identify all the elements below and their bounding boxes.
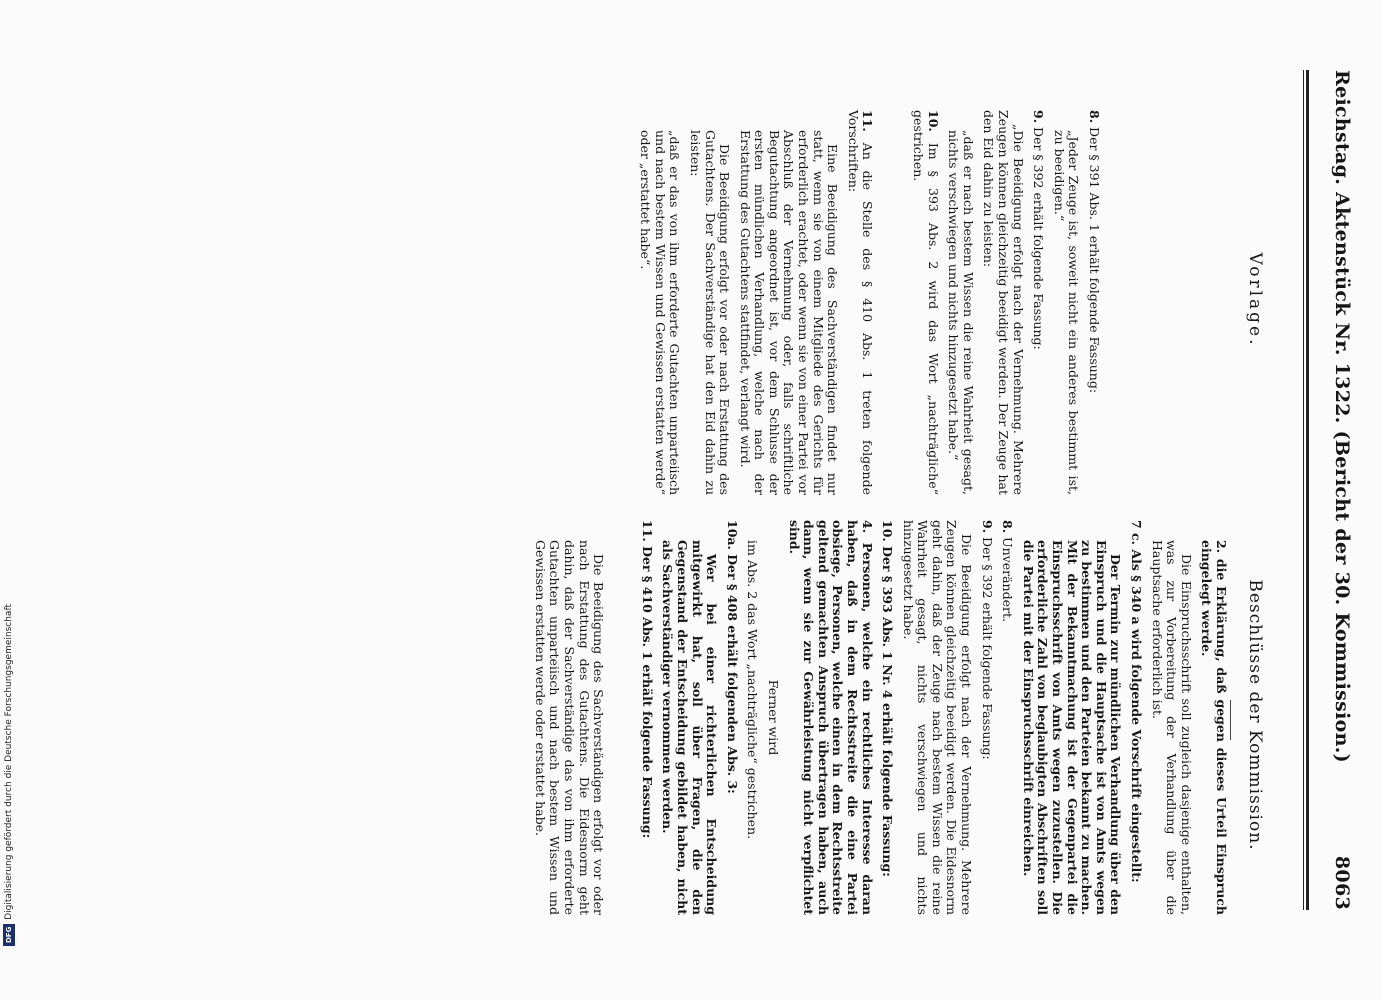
paragraph — [532, 520, 605, 915]
digitization-credit — [2, 604, 16, 996]
paragraph-number: 10a. — [724, 520, 740, 550]
paragraph-text: Der § 392 erhält folgende Fassung: — [979, 537, 995, 760]
paragraph-text: „daß er das von ihm erforderte Gutachten unparteiisch und nach bestem Wissen und Gewissen erstatten werde“ oder „erstattet habe“. — [638, 130, 683, 495]
paragraph — [660, 520, 718, 915]
paragraph-number: 7 c. — [1129, 520, 1145, 546]
paragraph — [1000, 520, 1015, 915]
paragraph-text: Der § 408 erhält folgenden Abs. 3: — [724, 554, 740, 794]
paragraph-text: „Jeder Zeuge ist, soweit nicht ein anderes bestimmt ist, zu beeidigen.“ — [1051, 130, 1082, 495]
paragraph-text: Die Beeidigung erfolgt nach der Vernehmung. Mehrere Zeugen können gleichzeitig beeidigt werden. Die Eidesnorm geht dahin, daß der Zeuge nach bestem Wissen die reine Wahrheit gesagt, nichts verschwiegen und nichts hinzugesetzt habe. — [900, 520, 975, 915]
paragraph — [639, 520, 654, 915]
paragraph-text: Im § 393 Abs. 2 wird das Wort „nachträgliche“ gestrichen. — [911, 110, 941, 495]
paragraph — [900, 520, 973, 915]
paragraph-text: „Die Beeidigung erfolgt nach der Vernehmung. Mehrere Zeugen können gleichzeitig beeidigt werden. Der Zeuge hat den Eid dahin zu leisten: — [981, 110, 1026, 495]
paragraph-number: 11. — [639, 520, 655, 542]
header-rule-thick — [1306, 70, 1309, 910]
heading-separator — [1230, 700, 1231, 740]
paragraph — [845, 110, 874, 495]
paragraph-text: Der § 410 Abs. 1 erhält folgende Fassung: — [639, 546, 655, 839]
paragraph — [1020, 520, 1122, 915]
credit-text: Digitalisierung gefördert durch die Deutsche Forschungsgemeinschaft — [4, 604, 14, 920]
paragraph-text: Die Einspruchsschrift soll zugleich dasjenige enthalten, was zur Vorbereitung der Verhandlung über die Hauptsache erforderlich ist. — [1149, 540, 1194, 915]
paragraph — [687, 110, 731, 495]
paragraph — [880, 520, 895, 915]
paragraph-text: An die Stelle des § 410 Abs. 1 treten folgende Vorschriften: — [845, 110, 876, 495]
paragraph — [765, 520, 780, 915]
paragraph-text: Unverändert. — [1000, 537, 1016, 622]
paragraph — [1086, 110, 1101, 495]
paragraph — [745, 520, 760, 915]
journal-title: Reichstag. Aktenstück Nr. 1322. (Bericht der 30. Kommission.) — [1331, 70, 1353, 763]
header-rule-thin — [1303, 70, 1304, 910]
page-header — [1323, 70, 1363, 910]
paragraph-text: 2. die Erklärung, daß gegen dieses Urteil Einspruch eingelegt werde. — [1199, 540, 1229, 915]
paragraph-number: 11. — [860, 110, 876, 132]
paragraph-text: im Abs. 2 das Wort „nachträgliche“ gestrichen. — [745, 540, 761, 840]
paragraph-number: 9. — [1031, 110, 1047, 124]
left-column — [632, 110, 1101, 495]
paragraph — [786, 520, 874, 915]
paragraph-number: 8. — [1087, 110, 1102, 124]
paragraph-text: Der § 392 erhält folgende Fassung: — [1031, 127, 1047, 350]
paragraph-text: Wer bei einer richterlichen Entscheidung mitgewirkt hat, soll über Fragen, die den Gegenstand der Entscheidung gebildet haben, nicht als Sachverständiger vernommen werden. — [660, 540, 720, 915]
paragraph-number: 10. — [925, 110, 941, 132]
paragraph — [1128, 520, 1143, 915]
page-number: 8063 — [1331, 855, 1353, 910]
paragraph-number: 8. — [1000, 520, 1016, 534]
paragraph-text: „daß er nach bestem Wissen die reine Wahrheit gesagt, nichts verschwiegen und nichts hinzugesetzt habe.“ — [946, 130, 976, 495]
right-column-heading: Beschlüsse der Kommission. — [1245, 579, 1265, 851]
paragraph — [1199, 520, 1228, 915]
paragraph-text: Ferner wird — [765, 679, 781, 756]
paragraph — [724, 520, 739, 915]
paragraph — [1051, 110, 1080, 495]
paragraph-text: Eine Beeidigung des Sachverständigen findet nur statt, wenn sie von einem Mitgliede des Gerichts für erforderlich erachtet, oder wenn sie von einer Partei vor Abschluß der Vernehmung oder, falls schriftliche Begutachtung angeordnet ist, vor dem Schlusse der ersten mündlichen Verhandlung, welche nach der Erstattung des Gutachtens stattfindet, verlangt wird. — [737, 130, 841, 495]
paragraph-text: Als § 340 a wird folgende Vorschrift eingestellt: — [1129, 549, 1145, 883]
paragraph-text: Der Termin zur mündlichen Verhandlung über den Einspruch und die Hauptsache ist von Amts wegen zu bestimmen und den Parteien bekannt zu machen. Mit der Bekanntmachung ist der Gegenpartei die Einspruchsschrift von Amts wegen zuzustellen. Die erforderliche Zahl von beglaubigten Abschriften soll die Partei mit der Einspruchsschrift einreichen. — [1020, 540, 1124, 915]
paragraph-text: 4. Personen, welche ein rechtliches Interesse daran haben, daß in dem Rechtsstreite die eine Partei obsiege, Personen, welche einen in dem Rechtsstreite geltend gemachten Anspruch übertragen haben, auch dann, wenn sie zur Gewährleistung nicht verpflichtet sind. — [786, 520, 875, 915]
paragraph — [946, 110, 975, 495]
paragraph-number: 9. — [979, 520, 995, 534]
paragraph — [979, 520, 994, 915]
paragraph-number: 10. — [880, 520, 896, 542]
paragraph — [910, 110, 939, 495]
paragraph-text: Die Beeidigung erfolgt vor oder nach Erstattung des Gutachtens. Der Sachverständige hat den Eid dahin zu leisten: — [687, 130, 733, 495]
dfg-logo-icon: DFG — [3, 924, 15, 946]
paragraph — [1031, 110, 1046, 495]
paragraph-text: Der § 391 Abs. 1 erhält folgende Fassung: — [1087, 127, 1102, 394]
right-column — [526, 520, 1228, 915]
paragraph — [981, 110, 1025, 495]
paragraph — [1149, 520, 1193, 915]
left-column-heading: Vorlage. — [1245, 252, 1265, 348]
paragraph-text: Die Beeidigung des Sachverständigen erfolgt vor oder nach Erstattung des Gutachtens. Die Eidesnorm geht dahin, daß der Sachverständige das von ihm erforderte Gutachten unparteiisch und nach bestem Wissen und Gewissen erstatten werde oder erstattet habe. — [532, 540, 607, 915]
paragraph — [737, 110, 839, 495]
paragraph — [638, 110, 682, 495]
paragraph-text: Der § 393 Abs. 1 Nr. 4 erhält folgende Fassung: — [880, 546, 896, 877]
